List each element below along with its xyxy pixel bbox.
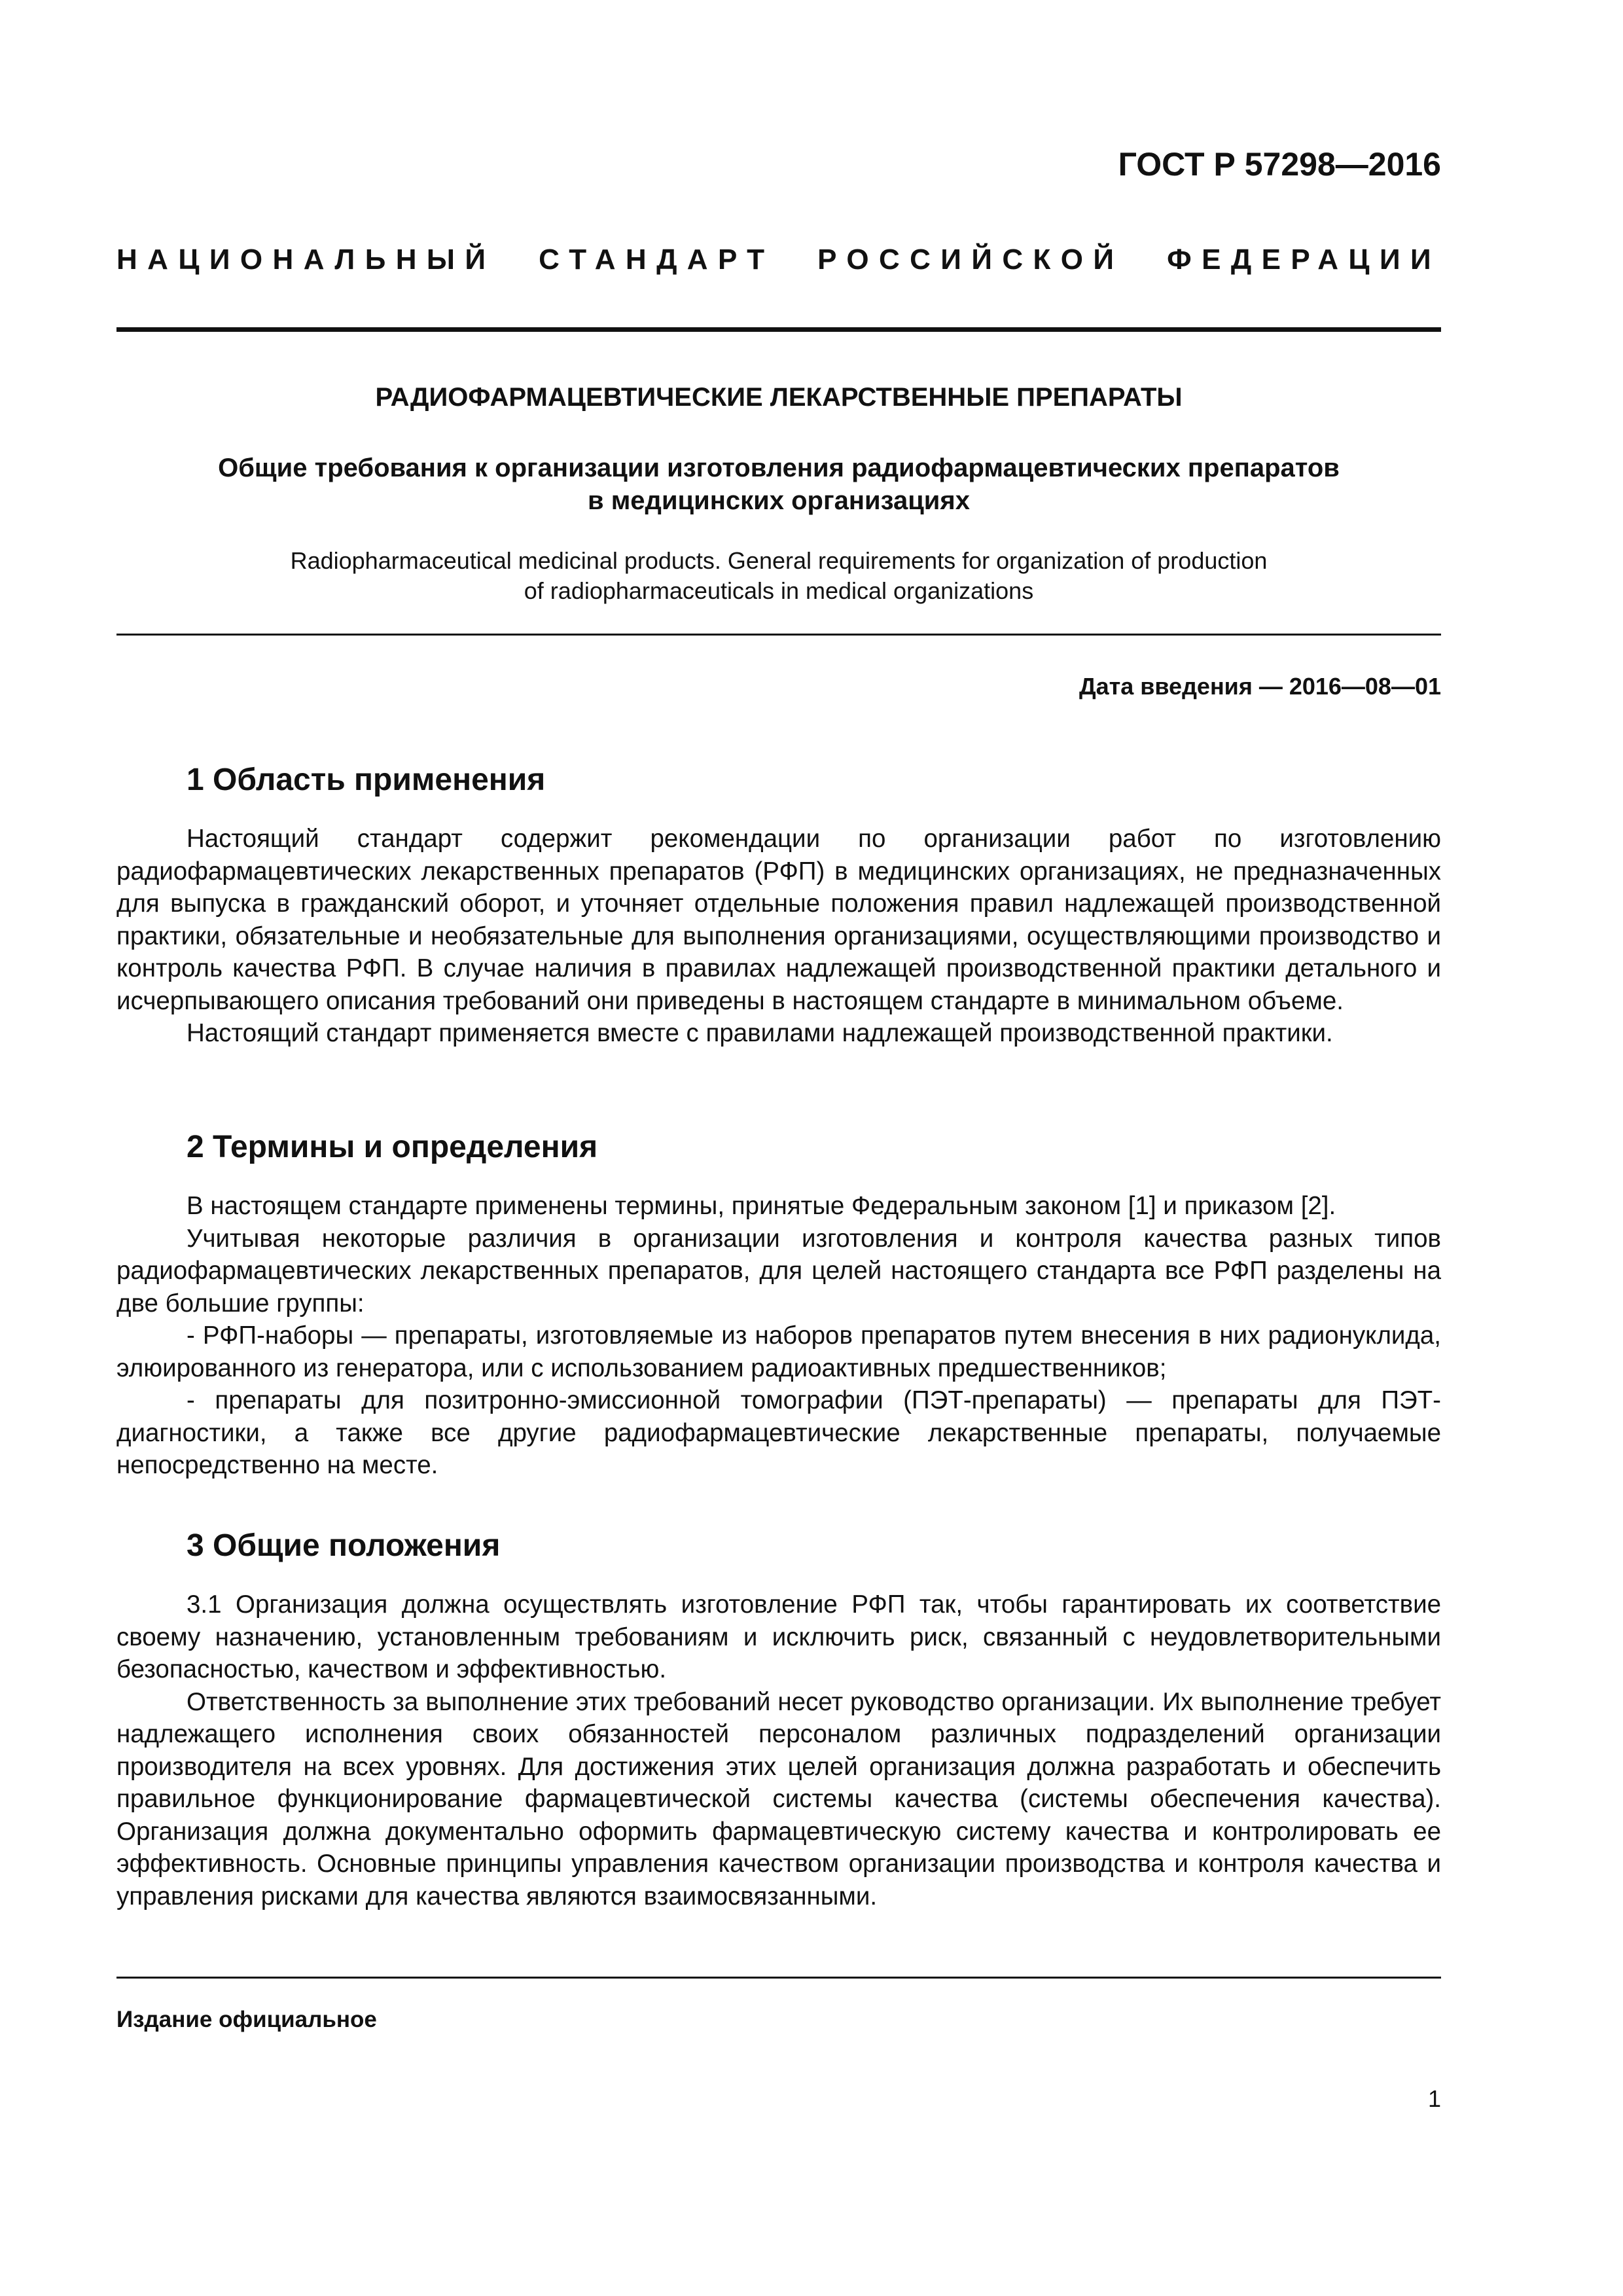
paragraph: Учитывая некоторые различия в организации изготовления и контроля качества разных типов радиофармацевтических лекарственных препаратов, для целей настоящего стандарта все РФП разделены на две большие группы: (116, 1224, 1441, 1318)
paragraph: 3.1 Организация должна осуществлять изготовление РФП так, чтобы гарантировать их соответствие своему назначению, установленным требованиям и исключить риск, связанный с неудовлетворительными безопасностью, качеством и эффективностью. (116, 1590, 1441, 1683)
edition-label: Издание официальное (116, 2007, 377, 2032)
document-subtitle (116, 452, 1441, 517)
title-rule (116, 634, 1441, 636)
section-heading: 3 Общие положения (187, 1528, 501, 1563)
subtitle-line: Общие требования к организации изготовления радиофармацевтических препаратов (218, 454, 1340, 482)
section-body (116, 823, 1441, 1050)
english-title-line: of radiopharmaceuticals in medical organizations (524, 577, 1034, 604)
gost-code: ГОСТ Р 57298—2016 (1118, 146, 1441, 183)
section-body (116, 1588, 1441, 1912)
footer-rule (116, 1977, 1441, 1979)
paragraph: Настоящий стандарт применяется вместе с правилами надлежащей производственной практики. (187, 1019, 1333, 1047)
english-title (116, 546, 1441, 606)
section-body (116, 1190, 1441, 1482)
document-title: РАДИОФАРМАЦЕВТИЧЕСКИЕ ЛЕКАРСТВЕННЫЕ ПРЕПАРАТЫ (375, 383, 1183, 412)
paragraph: - препараты для позитронно-эмиссионной томографии (ПЭТ-препараты) — препараты для ПЭТ-диагностики, а также все другие радиофармацевтические лекарственные препараты, получаемые непосредственно на месте. (116, 1386, 1441, 1479)
paragraph: - РФП-наборы — препараты, изготовляемые из наборов препаратов путем внесения в них радионуклида, элюированного из генератора, или с использованием радиоактивных предшественников; (116, 1321, 1441, 1382)
paragraph: Ответственность за выполнение этих требований несет руководство организации. Их выполнение требует надлежащего исполнения своих обязанностей персоналом различных подразделений организации производителя на всех уровнях. Для достижения этих целей организация должна разработать и обеспечить правильное функционирование фармацевтической системы качества (системы обеспечения качества). Организация должна документально оформить фармацевтическую систему качества и контролировать ее эффективность. Основные принципы управления качеством организации производства и контроля качества и управления рисками для качества являются взаимосвязанными. (116, 1687, 1441, 1910)
english-title-line: Radiopharmaceutical medicinal products. General requirements for organization of production (290, 547, 1268, 574)
page-number: 1 (1427, 2085, 1441, 2112)
intro-date: Дата введения — 2016—08—01 (1079, 673, 1441, 700)
section-heading: 2 Термины и определения (187, 1130, 598, 1164)
paragraph: Настоящий стандарт содержит рекомендации по организации работ по изготовлению радиофармацевтических лекарственных препаратов (РФП) в медицинских организациях, не предназначенных для выпуска в гражданский оборот, и уточняет отдельные положения правил надлежащей производственной практики, обязательные и необязательные для выполнения организациями, осуществляющими производство и контроль качества РФП. В случае наличия в правилах надлежащей производственной практики детального и исчерпывающего описания требований они приведены в настоящем стандарте в минимальном объеме. (116, 825, 1441, 1015)
subtitle-line: в медицинских организациях (588, 486, 970, 515)
paragraph: В настоящем стандарте применены термины, принятые Федеральным законом [1] и приказом [2]. (187, 1192, 1336, 1220)
national-standard-banner: НАЦИОНАЛЬНЫЙ СТАНДАРТ РОССИЙСКОЙ ФЕДЕРАЦИИ (116, 243, 1441, 276)
section-heading: 1 Область применения (187, 762, 546, 797)
header-rule (116, 327, 1441, 332)
